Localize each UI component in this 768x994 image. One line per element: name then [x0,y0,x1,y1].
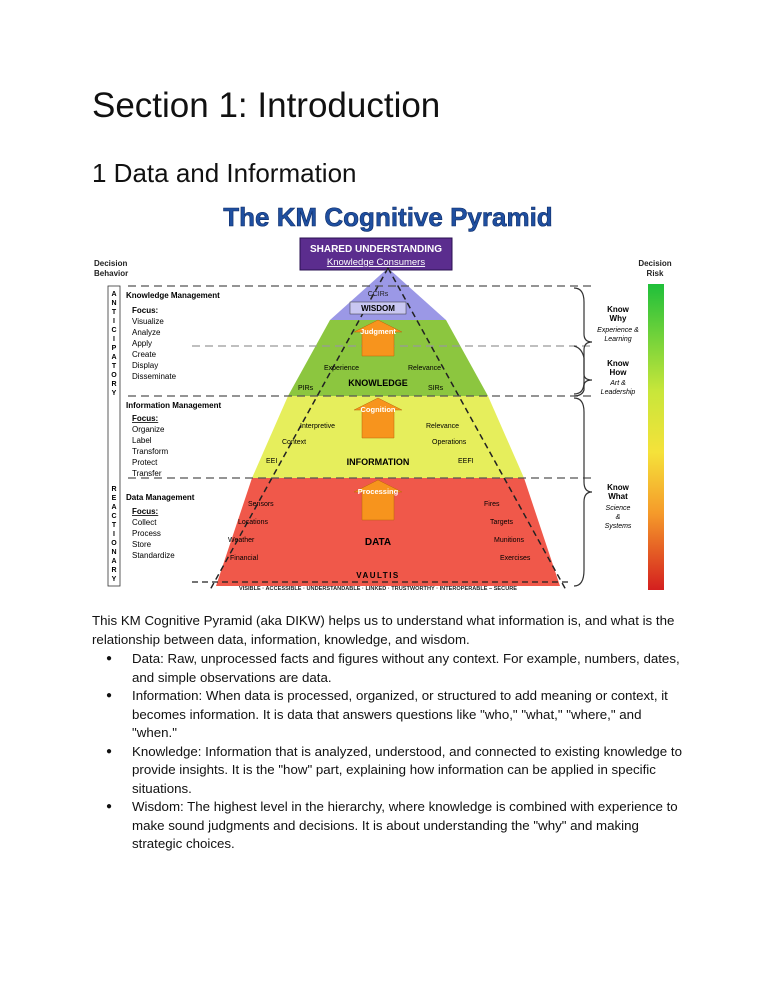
dm-title: Data Management [126,493,195,502]
ccirs-label: CCIRs [367,291,389,298]
svg-text:Create: Create [132,350,157,359]
exercises-label: Exercises [500,555,531,562]
im-title: Information Management [126,401,222,410]
im-focus-list [132,414,168,478]
know-how-label-2: How [609,368,627,377]
dm-focus-list [132,507,175,560]
bullet-knowledge: ● Knowledge: Information that is analyzed, understood, and connected to existing knowledge to provide insights. It is the "how" part, explaining how information can be applied in specific situations. [92,743,684,799]
svg-text:T: T [111,522,117,529]
svg-text:Focus:: Focus: [132,414,159,423]
know-why-label-2: Why [609,314,627,323]
know-what-label-2: What [608,492,628,501]
vaultis-label: VAULTIS [356,571,400,580]
shared-understanding-title: SHARED UNDERSTANDING [309,244,443,255]
svg-text:Organize: Organize [132,425,165,434]
bullet-data: ● Data: Raw, unprocessed facts and figures without any context. For example, numbers, dates, and simple observations are data. [92,650,684,687]
sensors-label: Sensors [248,501,274,508]
svg-text:T: T [111,309,117,316]
svg-text:Collect: Collect [132,518,157,527]
km-cognitive-pyramid-figure [92,198,684,598]
pyramid-title: The KM Cognitive Pyramid [223,202,553,232]
eefi-label: EEFI [458,458,474,465]
know-why-label-1: Know [607,305,629,314]
svg-text:A: A [111,558,117,565]
data-label: DATA [364,537,392,548]
knowledge-label: KNOWLEDGE [348,378,408,388]
decision-risk-label-2: Risk [646,269,664,278]
svg-text:Label: Label [132,436,152,445]
svg-text:N: N [111,300,117,307]
svg-text:O: O [111,540,117,547]
financial-label: Financial [230,555,259,562]
wisdom-label: WISDOM [361,304,395,313]
svg-text:Visualize: Visualize [132,317,164,326]
decision-behavior-label-2: Behavior [94,269,129,278]
relevance-k-label: Relevance [408,365,442,372]
know-what-sub-3: Systems [604,523,632,530]
cognition-label: Cognition [360,405,396,414]
svg-text:Y: Y [111,576,117,583]
section-title: Section 1: Introduction [92,86,441,125]
svg-text:Display: Display [132,361,159,370]
context-label: Context [282,439,307,446]
svg-text:A: A [111,291,117,298]
judgment-label: Judgment [360,327,396,336]
svg-text:Standardize: Standardize [132,551,175,560]
svg-text:Focus:: Focus: [132,306,159,315]
experience-label: Experience [324,365,360,372]
svg-text:R: R [111,486,117,493]
subsection-title: 1 Data and Information [92,158,357,188]
vaultis-sub-label: VISIBLE · ACCESSIBLE · UNDERSTANDABLE · LINKED · TRUSTWORTHY · INTEROPERABLE – SECURE [238,586,518,592]
know-why-sub-1: Experience & [597,327,639,334]
know-why-sub-2: Learning [604,336,632,343]
svg-text:Transform: Transform [132,447,169,456]
know-why-brace [574,288,592,394]
information-label: INFORMATION [346,457,410,467]
intro-paragraph: This KM Cognitive Pyramid (aka DIKW) helps us to understand what information is, and what is the relationship between data, information, knowledge, and wisdom. [92,613,675,647]
munitions-label: Munitions [494,537,524,544]
eei-label: EEI [266,458,278,465]
svg-text:Protect: Protect [132,458,158,467]
svg-text:Analyze: Analyze [132,328,161,337]
knowledge-consumers-label: Knowledge Consumers [326,257,426,268]
svg-text:C: C [111,513,117,520]
svg-text:I: I [113,318,115,325]
svg-text:O: O [111,372,117,379]
svg-text:E: E [111,495,117,502]
know-what-sub-2: & [615,514,621,521]
svg-text:T: T [111,363,117,370]
svg-text:A: A [111,504,117,511]
svg-text:C: C [111,327,117,334]
operations-label: Operations [432,439,467,446]
dikw-bullet-list [92,650,684,854]
pirs-label: PIRs [298,385,314,392]
bullet-information: ● Information: When data is processed, organized, or structured to add meaning or context, it becomes information. It is data that answers questions like "who," "what," "where," and "when." [92,687,684,743]
fires-label: Fires [484,501,500,508]
sirs-label: SIRs [428,385,444,392]
svg-text:I: I [113,336,115,343]
km-focus-list [132,306,177,381]
relevance-i-label: Relevance [426,423,460,430]
svg-text:P: P [111,345,117,352]
svg-text:Disseminate: Disseminate [132,372,177,381]
interpretive-label: Interpretive [300,423,336,430]
targets-label: Targets [490,519,513,526]
know-what-label-1: Know [607,483,629,492]
km-title: Knowledge Management [126,291,220,300]
svg-text:A: A [111,354,117,361]
svg-text:Y: Y [111,390,117,397]
svg-text:R: R [111,567,117,574]
processing-label: Processing [357,487,399,496]
bullet-wisdom: ● Wisdom: The highest level in the hierarchy, where knowledge is combined with experience to make sound judgments and decisions. It is about understanding the "why" and making strategic choices. [92,798,684,854]
svg-text:Focus:: Focus: [132,507,159,516]
locations-label: Locations [238,519,268,526]
know-what-sub-1: Science [605,505,631,512]
svg-text:R: R [111,381,117,388]
svg-text:I: I [113,531,115,538]
svg-text:Apply: Apply [132,339,153,348]
weather-label: Weather [228,537,255,544]
know-what-brace [574,398,592,586]
decision-behavior-label-1: Decision [94,259,128,268]
know-how-label-1: Know [607,359,629,368]
svg-text:Store: Store [132,540,152,549]
know-how-sub-1: Art & [610,380,626,387]
decision-risk-gradient-bar [648,284,664,590]
svg-text:Process: Process [132,529,161,538]
svg-text:N: N [111,549,117,556]
svg-text:Transfer: Transfer [132,469,162,478]
know-how-sub-2: Leadership [600,389,636,396]
decision-risk-label-1: Decision [638,259,672,268]
